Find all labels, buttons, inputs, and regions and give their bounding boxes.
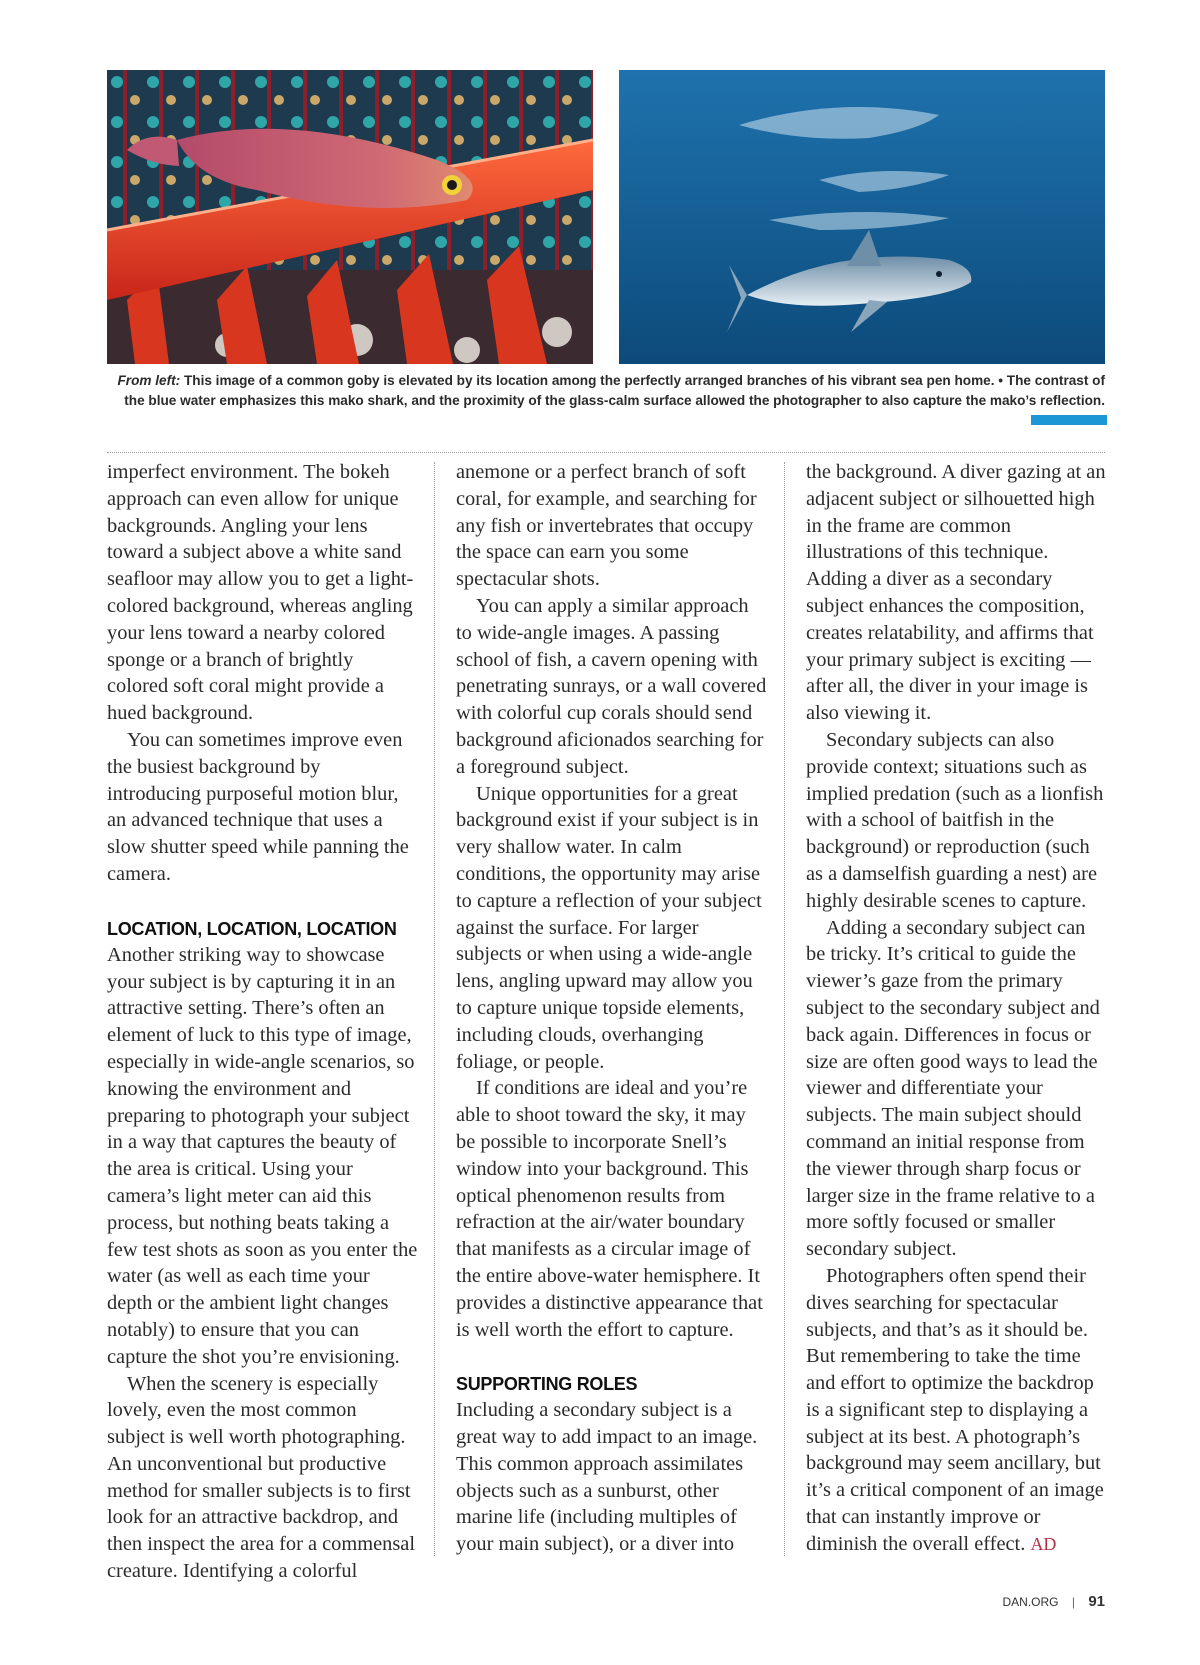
paragraph xyxy=(806,1263,1108,1558)
paragraph: When the scenery is especially lovely, even the most common subject is well worth photographing. An unconventional but productive method for smaller subjects is to first look for an attractive backdrop, and then inspect the area for a commensal creature. Identifying a colorful xyxy=(107,1372,415,1583)
mako-illustration xyxy=(619,70,1105,364)
paragraph: You can sometimes improve even the busiest background by introducing purposeful motion blur, an advanced technique that uses a slow shutter speed while panning the camera. xyxy=(107,728,409,885)
photo-caption xyxy=(107,371,1105,411)
paragraph: Secondary subjects can also provide context; situations such as implied predation (such as a lionfish with a school of baitfish in the background) or reproduction (such as a damselfish guarding a nest) are highly desirable scenes to capture. xyxy=(806,728,1104,912)
page-number: 91 xyxy=(1088,1593,1105,1610)
article-column-1 xyxy=(107,459,419,1585)
goby-photo xyxy=(107,70,593,364)
paragraph: the background. A diver gazing at an adjacent subject or silhouetted high in the frame are common illustrations of this technique. Adding a diver as a secondary subject enhances the composition, creates relatability, and affirms that your primary subject is exciting — after all, the diver in your image is also viewing it. xyxy=(806,461,1106,725)
site-name: DAN.ORG xyxy=(1002,1595,1059,1609)
column-divider xyxy=(784,462,785,1556)
page-footer xyxy=(1002,1593,1105,1610)
paragraph: anemone or a perfect branch of soft coral, for example, and searching for any fish or invertebrates that occupy the space can earn you some spectacular shots. xyxy=(456,461,757,591)
caption-lead: From left: xyxy=(117,373,181,388)
section-heading: LOCATION, LOCATION, LOCATION xyxy=(107,918,397,939)
paragraph: You can apply a similar approach to wide-angle images. A passing school of fish, a cavern opening with penetrating sunrays, or a wall covered with colorful cup corals should send background aficionados searching for a foreground subject. xyxy=(456,594,767,778)
paragraph: Including a secondary subject is a great way to add impact to an image. This common approach assimilates objects such as a sunburst, other marine life (including multiples of your main subject), or a diver into xyxy=(456,1399,758,1556)
accent-bar xyxy=(1031,415,1107,425)
article-column-3 xyxy=(806,459,1108,1558)
article-column-2 xyxy=(456,459,768,1558)
footer-separator: | xyxy=(1071,1595,1075,1609)
paragraph: Unique opportunities for a great background exist if your subject is in very shallow water. In calm conditions, the opportunity may arise to capture a reflection of your subject against the surface. For larger subjects or when using a wide-angle lens, angling upward may allow you to capture unique topside elements, including clouds, overhanging foliage, or people. xyxy=(456,782,762,1073)
paragraph-text: Photographers often spend their dives searching for spectacular subjects, and that’s as it should be. But remembering to take the time and effort to optimize the backdrop is a significant step to displaying a subject at its best. A photograph’s background may seem ancillary, but it’s a critical component of an image that can instantly improve or diminish the overall effect. xyxy=(806,1264,1104,1555)
goby-illustration xyxy=(107,70,593,364)
column-divider xyxy=(434,462,435,1556)
end-mark: AD xyxy=(1030,1533,1057,1554)
paragraph: Another striking way to showcase your subject is by capturing it in an attractive setting. There’s often an element of luck to this type of image, especially in wide-angle scenarios, so knowing the environment and preparing to photograph your subject in a way that captures the beauty of the area is critical. Using your camera’s light meter can aid this process, but nothing beats taking a few test shots as soon as you enter the water (as well as each time your depth or the ambient light changes notably) to ensure that you can capture the shot you’re envisioning. xyxy=(107,943,418,1368)
mako-shark-photo xyxy=(619,70,1105,364)
paragraph: Adding a secondary subject can be tricky. It’s critical to guide the viewer’s gaze from the primary subject to the secondary subject and back again. Differences in focus or size are often good ways to lead the viewer and differentiate your subjects. The main subject should command an initial response from the viewer through sharp focus or larger size in the frame relative to a more softly focused or smaller secondary subject. xyxy=(806,916,1100,1261)
section-heading: SUPPORTING ROLES xyxy=(456,1374,638,1395)
caption-text: This image of a common goby is elevated by its location among the perfectly arranged branches of his vibrant sea pen home. • The contrast of the blue water emphasizes this mako shark, and the proximity of the glass-calm surface allowed the photographer to also capture the mako’s reflection. xyxy=(124,373,1105,408)
horizontal-divider xyxy=(107,452,1105,453)
paragraph: imperfect environment. The bokeh approach can even allow for unique backgrounds. Angling your lens toward a subject above a white sand seafloor may allow you to get a light-colored background, whereas angling your lens toward a nearby colored sponge or a branch of brightly colored soft coral might provide a hued background. xyxy=(107,461,414,725)
paragraph: If conditions are ideal and you’re able to shoot toward the sky, it may be possible to incorporate Snell’s window into your background. This optical phenomenon results from refraction at the air/water boundary that manifests as a circular image of the entire above-water hemisphere. It provides a distinctive appearance that is well worth the effort to capture. xyxy=(456,1077,763,1341)
